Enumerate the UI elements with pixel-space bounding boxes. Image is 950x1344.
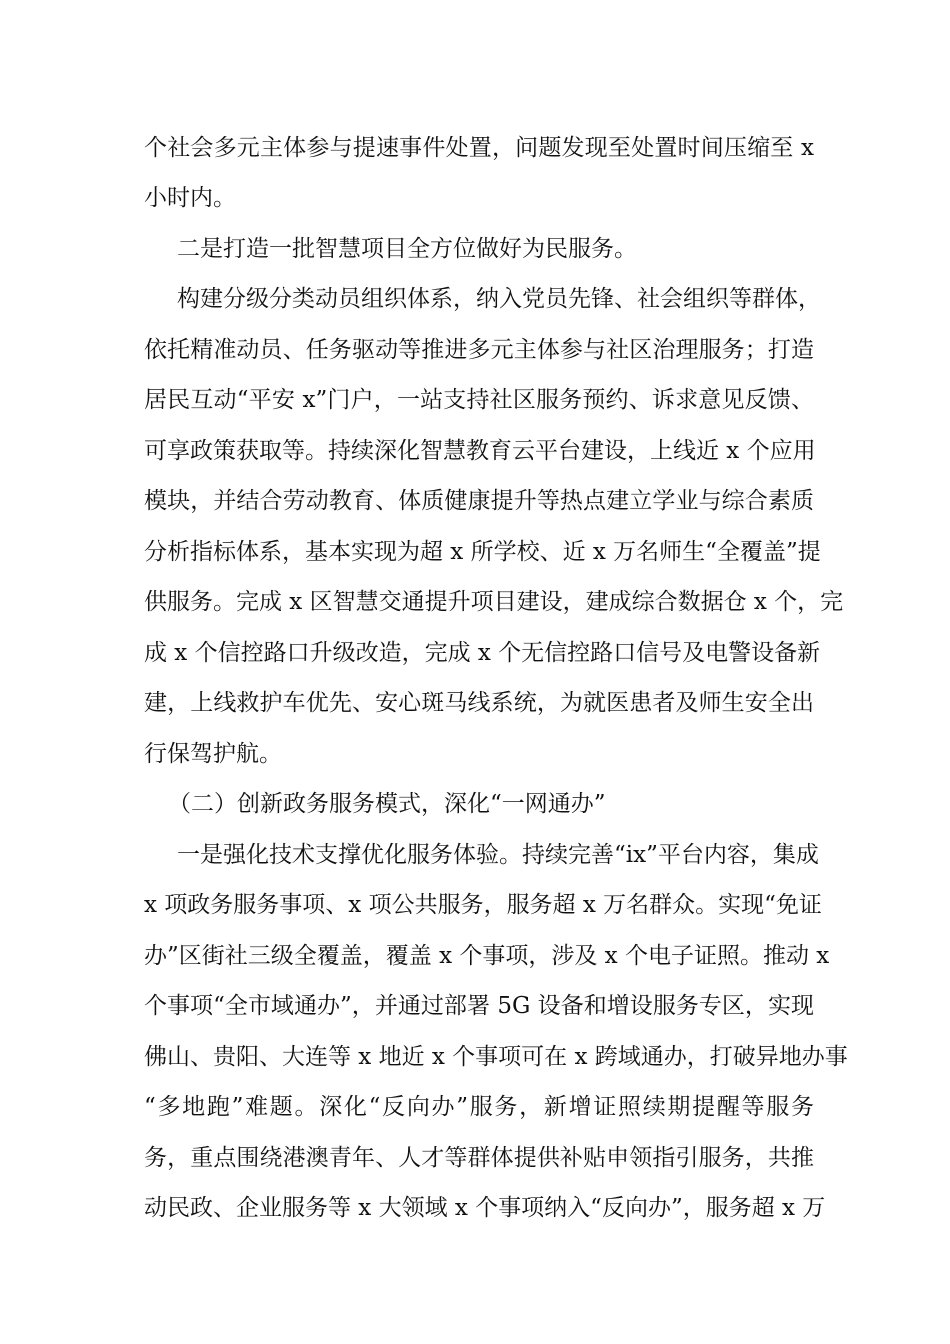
text-line: “多地跑”难题。深化“反向办”服务，新增证照续期提醒等服务 xyxy=(144,1094,814,1120)
text-line: 小时内。 xyxy=(144,185,236,211)
text-line: x 项政务服务事项、x 项公共服务，服务超 x 万名群众。实现“免证 xyxy=(144,892,822,918)
text-line: 务，重点围绕港澳青年、人才等群体提供补贴申领指引服务，共推 xyxy=(144,1145,814,1171)
text-line: 分析指标体系，基本实现为超 x 所学校、近 x 万名师生“全覆盖”提 xyxy=(144,539,821,565)
text-line: 行保驾护航。 xyxy=(144,741,282,767)
text-line: 建，上线救护车优先、安心斑马线系统，为就医患者及师生安全出 xyxy=(144,690,814,716)
text-line: 构建分级分类动员组织体系，纳入党员先锋、社会组织等群体， xyxy=(177,286,821,312)
text-line: 可享政策获取等。持续深化智慧教育云平台建设，上线近 x 个应用 xyxy=(144,438,816,464)
text-line: 供服务。完成 x 区智慧交通提升项目建设，建成综合数据仓 x 个，完 xyxy=(144,589,844,615)
text-line: 成 x 个信控路口升级改造，完成 x 个无信控路口信号及电警设备新 xyxy=(144,640,821,666)
text-line: 模块，并结合劳动教育、体质健康提升等热点建立学业与综合素质 xyxy=(144,488,814,514)
section-heading: （二）创新政务服务模式，深化“一网通办” xyxy=(168,791,606,817)
text-line: 居民互动“平安 x”门户，一站支持社区服务预约、诉求意见反馈、 xyxy=(144,387,814,413)
section-heading: 二是打造一批智慧项目全方位做好为民服务。 xyxy=(177,236,637,262)
text-line: 动民政、企业服务等 x 大领域 x 个事项纳入“反向办”，服务超 x 万 xyxy=(144,1195,826,1221)
text-line: 依托精准动员、任务驱动等推进多元主体参与社区治理服务；打造 xyxy=(144,337,814,363)
text-line: 办”区街社三级全覆盖，覆盖 x 个事项，涉及 x 个电子证照。推动 x xyxy=(144,943,830,969)
text-line: 佛山、贵阳、大连等 x 地近 x 个事项可在 x 跨域通办，打破异地办事 xyxy=(144,1044,848,1070)
text-line: 一是强化技术支撑优化服务体验。持续完善“ix”平台内容，集成 xyxy=(177,842,819,868)
text-line: 个社会多元主体参与提速事件处置，问题发现至处置时间压缩至 x xyxy=(144,135,814,161)
text-line: 个事项“全市域通办”，并通过部署 5G 设备和增设服务专区，实现 xyxy=(144,993,814,1019)
